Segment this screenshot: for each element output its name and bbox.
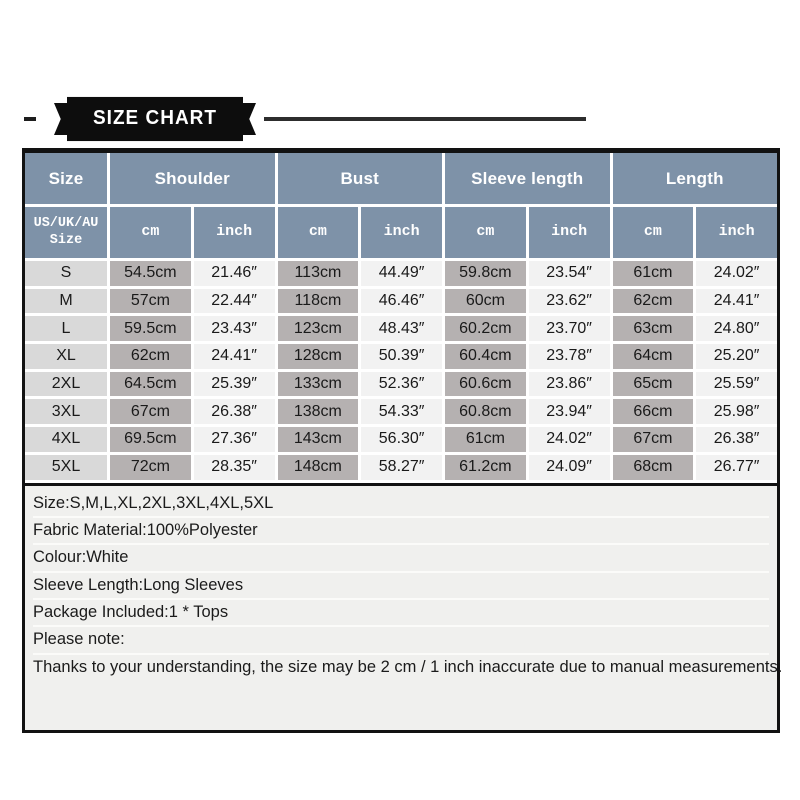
note-please-note: Please note: <box>33 627 769 654</box>
banner-rule-line <box>264 117 586 121</box>
unit-header-cm: cm <box>613 207 694 258</box>
shoulder-inch-value: 27.36″ <box>194 427 275 452</box>
size-label: XL <box>25 344 107 369</box>
size-label: 3XL <box>25 399 107 424</box>
bust-inch-value: 46.46″ <box>361 289 442 314</box>
bust-inch-value: 48.43″ <box>361 316 442 341</box>
unit-header-inch: inch <box>194 207 275 258</box>
note-fabric-material: Fabric Material:100%Polyester <box>33 518 769 545</box>
length-cm-value: 61cm <box>613 261 694 286</box>
length-inch-value: 24.80″ <box>696 316 777 341</box>
shoulder-inch-value: 25.39″ <box>194 372 275 397</box>
size-label: 2XL <box>25 372 107 397</box>
bust-inch-value: 44.49″ <box>361 261 442 286</box>
bust-inch-value: 58.27″ <box>361 455 442 480</box>
table-group-header-row <box>25 153 777 204</box>
bust-cm-value: 133cm <box>278 372 359 397</box>
unit-header-inch: inch <box>696 207 777 258</box>
unit-header-cm: cm <box>110 207 191 258</box>
sleeve-inch-value: 23.62″ <box>529 289 610 314</box>
length-cm-value: 62cm <box>613 289 694 314</box>
note-package-included: Package Included:1 * Tops <box>33 600 769 627</box>
unit-header-inch: inch <box>529 207 610 258</box>
sleeve-inch-value: 24.09″ <box>529 455 610 480</box>
length-cm-value: 63cm <box>613 316 694 341</box>
length-inch-value: 26.77″ <box>696 455 777 480</box>
length-inch-value: 26.38″ <box>696 427 777 452</box>
length-inch-value: 25.20″ <box>696 344 777 369</box>
unit-header-us-uk-au-size <box>25 207 107 258</box>
shoulder-cm-value: 64.5cm <box>110 372 191 397</box>
bust-cm-value: 143cm <box>278 427 359 452</box>
sleeve-inch-value: 23.78″ <box>529 344 610 369</box>
shoulder-inch-value: 26.38″ <box>194 399 275 424</box>
shoulder-cm-value: 54.5cm <box>110 261 191 286</box>
size-label: S <box>25 261 107 286</box>
banner-left-dash <box>24 117 36 121</box>
group-header-size: Size <box>25 153 107 204</box>
unit-header-size-line1: US/UK/AU <box>33 215 99 231</box>
shoulder-cm-value: 72cm <box>110 455 191 480</box>
size-row-xl <box>25 344 777 369</box>
note-colour: Colour:White <box>33 545 769 572</box>
note-sleeve-length: Sleeve Length:Long Sleeves <box>33 573 769 600</box>
unit-header-cm: cm <box>278 207 359 258</box>
length-inch-value: 24.02″ <box>696 261 777 286</box>
group-header-shoulder: Shoulder <box>110 153 275 204</box>
shoulder-inch-value: 21.46″ <box>194 261 275 286</box>
length-cm-value: 68cm <box>613 455 694 480</box>
group-header-bust: Bust <box>278 153 443 204</box>
sleeve-cm-value: 61cm <box>445 427 526 452</box>
length-inch-value: 25.98″ <box>696 399 777 424</box>
sleeve-cm-value: 60cm <box>445 289 526 314</box>
bust-cm-value: 113cm <box>278 261 359 286</box>
size-label: 5XL <box>25 455 107 480</box>
shoulder-inch-value: 23.43″ <box>194 316 275 341</box>
shoulder-inch-value: 28.35″ <box>194 455 275 480</box>
unit-header-size-line2: Size <box>49 232 83 248</box>
bust-cm-value: 123cm <box>278 316 359 341</box>
sleeve-cm-value: 60.6cm <box>445 372 526 397</box>
sleeve-inch-value: 24.02″ <box>529 427 610 452</box>
size-row-m <box>25 289 777 314</box>
size-table-frame <box>22 148 783 733</box>
shoulder-inch-value: 24.41″ <box>194 344 275 369</box>
sleeve-inch-value: 23.94″ <box>529 399 610 424</box>
bust-inch-value: 56.30″ <box>361 427 442 452</box>
shoulder-cm-value: 59.5cm <box>110 316 191 341</box>
size-row-4xl <box>25 427 777 452</box>
size-chart-ribbon <box>54 97 256 141</box>
shoulder-cm-value: 69.5cm <box>110 427 191 452</box>
sleeve-cm-value: 59.8cm <box>445 261 526 286</box>
size-row-2xl <box>25 372 777 397</box>
shoulder-cm-value: 57cm <box>110 289 191 314</box>
size-label: 4XL <box>25 427 107 452</box>
banner-row <box>24 97 586 141</box>
size-label: L <box>25 316 107 341</box>
length-inch-value: 25.59″ <box>696 372 777 397</box>
bust-inch-value: 52.36″ <box>361 372 442 397</box>
size-row-l <box>25 316 777 341</box>
size-row-3xl <box>25 399 777 424</box>
shoulder-inch-value: 22.44″ <box>194 289 275 314</box>
bust-cm-value: 128cm <box>278 344 359 369</box>
length-cm-value: 67cm <box>613 427 694 452</box>
size-row-s <box>25 261 777 286</box>
length-inch-value: 24.41″ <box>696 289 777 314</box>
group-header-length: Length <box>613 153 778 204</box>
size-label: M <box>25 289 107 314</box>
sleeve-cm-value: 60.8cm <box>445 399 526 424</box>
banner-title: SIZE CHART <box>67 97 243 141</box>
group-header-sleeve-length: Sleeve length <box>445 153 610 204</box>
sleeve-cm-value: 60.4cm <box>445 344 526 369</box>
shoulder-cm-value: 67cm <box>110 399 191 424</box>
unit-header-inch: inch <box>361 207 442 258</box>
unit-header-cm: cm <box>445 207 526 258</box>
table-unit-header-row <box>25 207 777 258</box>
sleeve-cm-value: 61.2cm <box>445 455 526 480</box>
bust-cm-value: 118cm <box>278 289 359 314</box>
length-cm-value: 65cm <box>613 372 694 397</box>
size-row-5xl <box>25 455 777 480</box>
bust-inch-value: 50.39″ <box>361 344 442 369</box>
bust-cm-value: 138cm <box>278 399 359 424</box>
sleeve-inch-value: 23.86″ <box>529 372 610 397</box>
sleeve-inch-value: 23.70″ <box>529 316 610 341</box>
ribbon-right-tail-icon <box>241 103 256 135</box>
sleeve-cm-value: 60.2cm <box>445 316 526 341</box>
length-cm-value: 64cm <box>613 344 694 369</box>
shoulder-cm-value: 62cm <box>110 344 191 369</box>
note-size-range: Size:S,M,L,XL,2XL,3XL,4XL,5XL <box>33 491 769 518</box>
note-disclaimer: Thanks to your understanding, the size may be 2 cm / 1 inch inaccurate due to manual measurements. <box>33 657 783 676</box>
bust-cm-value: 148cm <box>278 455 359 480</box>
length-cm-value: 66cm <box>613 399 694 424</box>
bust-inch-value: 54.33″ <box>361 399 442 424</box>
product-notes <box>25 483 783 731</box>
sleeve-inch-value: 23.54″ <box>529 261 610 286</box>
